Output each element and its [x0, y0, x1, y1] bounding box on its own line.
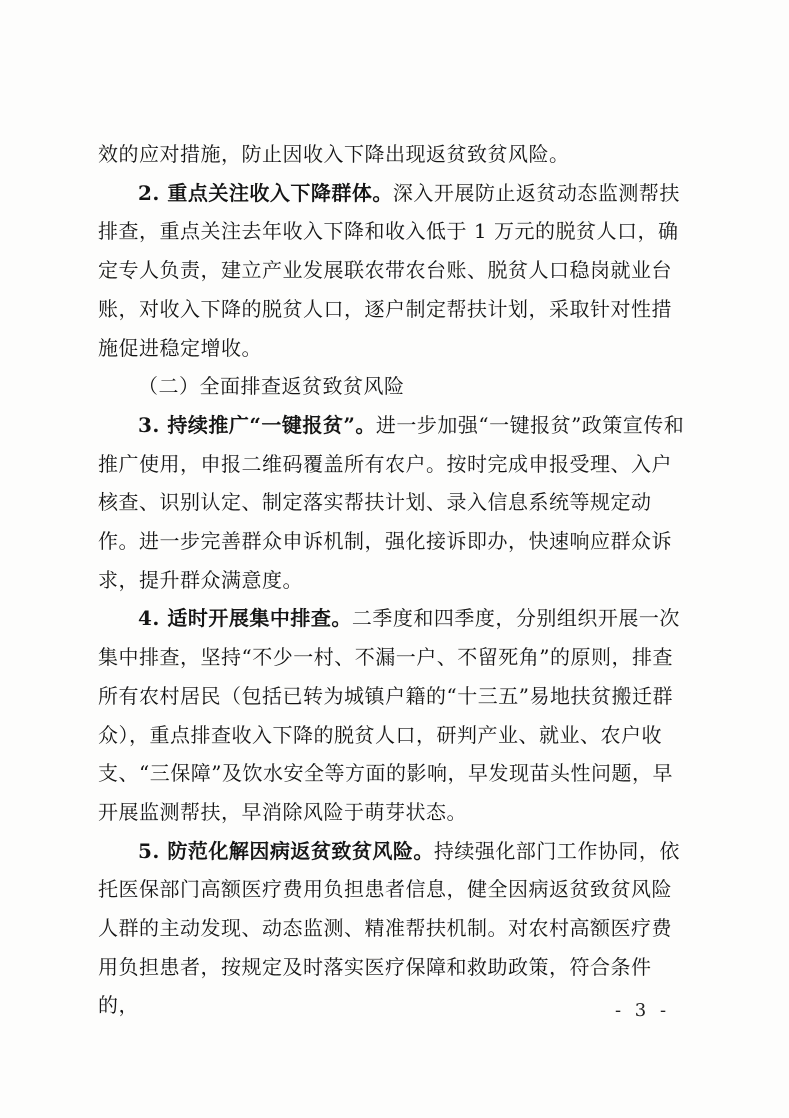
- paragraph-item-2: [98, 174, 688, 368]
- paragraph-text: 进一步加强“一键报贫”政策宣传和推广使用，申报二维码覆盖所有农户。按时完成申报受理、入户核查、识别认定、制定落实帮扶计划、录入信息系统等规定动作。进一步完善群众申诉机制，强化接诉即办，快速响应群众诉求，提升群众满意度。: [98, 412, 685, 592]
- section-heading: [98, 367, 688, 406]
- paragraph-item-4: [98, 599, 688, 831]
- document-body: [98, 135, 688, 1025]
- paragraph-text: 二季度和四季度，分别组织开展一次集中排查，坚持“不少一村、不漏一户、不留死角”的原则，排查所有农村居民（包括已转为城镇户籍的“十三五”易地扶贫搬迁群众），重点排查收入下降的脱贫人口，研判产业、就业、农户收支、“三保障”及饮水安全等方面的影响，早发现苗头性问题，早开展监测帮扶，早消除风险于萌芽状态。: [98, 606, 680, 824]
- paragraph-item-3: [98, 406, 688, 600]
- paragraph-text: 深入开展防止返贫动态监测帮扶排查，重点关注去年收入下降和收入低于 1 万元的脱贫人口，确定专人负责，建立产业发展联农带农台账、脱贫人口稳岗就业台账，对收入下降的脱贫人口，逐户制定帮扶计划，采取针对性措施促进稳定增收。: [98, 180, 680, 360]
- paragraph-heading: 4. 适时开展集中排查。: [138, 606, 352, 631]
- paragraph-continued: [98, 135, 688, 174]
- paragraph-heading: 2. 重点关注收入下降群体。: [138, 180, 393, 205]
- paragraph-heading: 3. 持续推广“一键报贫”。: [138, 412, 376, 437]
- paragraph-text: 效的应对措施，防止因收入下降出现返贫致贫风险。: [98, 142, 570, 166]
- paragraph-item-5: [98, 832, 688, 1026]
- section-heading-text: （二）全面排查返贫致贫风险: [138, 374, 405, 399]
- paragraph-text: 持续强化部门工作协同，依托医保部门高额医疗费用负担患者信息，健全因病返贫致贫风险人群的主动发现、动态监测、精准帮扶机制。对农村高额医疗费用负担患者，按规定及时落实医疗保障和救助政策，符合条件的，: [98, 838, 680, 1018]
- page-number: - 3 -: [615, 1000, 671, 1021]
- paragraph-heading: 5. 防范化解因病返贫致贫风险。: [138, 838, 434, 863]
